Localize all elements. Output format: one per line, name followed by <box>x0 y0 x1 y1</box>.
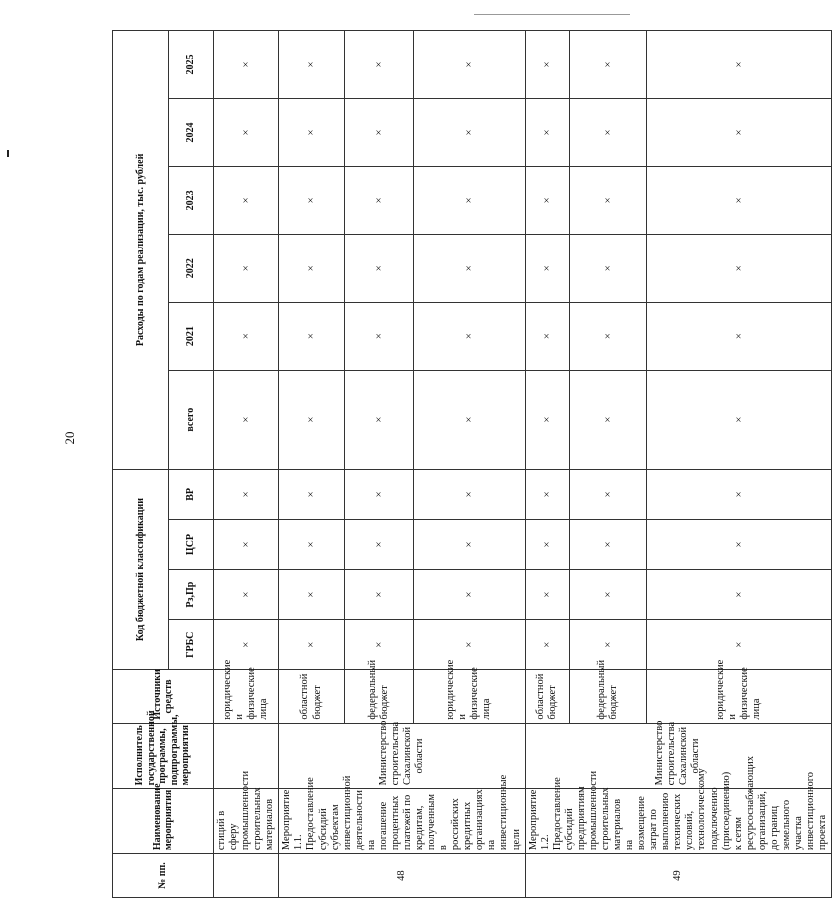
row-executor: Министерство строительства Сахалинской области <box>525 723 832 789</box>
header-csr: ЦСР <box>169 519 214 569</box>
row-num <box>214 854 279 898</box>
cell-vr: × <box>214 469 279 519</box>
cell-total: × <box>570 370 646 469</box>
cell-csr: × <box>279 519 344 569</box>
cell-2022: × <box>525 234 570 302</box>
cell-grbs: × <box>344 620 413 670</box>
cell-2023: × <box>214 166 279 234</box>
row-name: стиций в сферу промышленности строительных материалов <box>214 789 279 854</box>
cell-2025: × <box>279 31 344 99</box>
cell-rzpr: × <box>214 570 279 620</box>
cell-2023: × <box>344 166 413 234</box>
header-source: Источники средств <box>113 670 214 723</box>
cell-csr: × <box>646 519 832 569</box>
cell-2021: × <box>570 302 646 370</box>
budget-table <box>112 30 832 898</box>
header-expense-group: Расходы по годам реализации, тыс. рублей <box>113 31 169 470</box>
cell-2023: × <box>646 166 832 234</box>
cell-2021: × <box>279 302 344 370</box>
table-row <box>279 31 344 898</box>
header-year-2025: 2025 <box>169 31 214 99</box>
cell-2023: × <box>279 166 344 234</box>
cell-2022: × <box>214 234 279 302</box>
cell-rzpr: × <box>570 570 646 620</box>
cell-2025: × <box>344 31 413 99</box>
row-name: Мероприятие 1.1. Предоставление субсидий субъектам инвестиционной деятельности на погашение процентных платежей по кредитам, полученным в российских кредитных организациях на инвестиционные цели <box>279 789 525 854</box>
header-vr: ВР <box>169 469 214 519</box>
cell-2022: × <box>413 234 525 302</box>
table-row <box>214 31 279 898</box>
cell-grbs: × <box>214 620 279 670</box>
cell-2022: × <box>570 234 646 302</box>
cell-csr: × <box>413 519 525 569</box>
row-source: юридические и физические лица <box>413 670 525 723</box>
header-year-2021: 2021 <box>169 302 214 370</box>
cell-2024: × <box>344 99 413 167</box>
row-source: юридические и физические лица <box>214 670 279 723</box>
cell-2024: × <box>413 99 525 167</box>
row-source: федеральный бюджет <box>344 670 413 723</box>
cell-rzpr: × <box>646 570 832 620</box>
cell-2025: × <box>525 31 570 99</box>
row-num: 48 <box>279 854 525 898</box>
cell-2024: × <box>525 99 570 167</box>
cell-total: × <box>214 370 279 469</box>
cell-csr: × <box>570 519 646 569</box>
cell-total: × <box>279 370 344 469</box>
cell-2024: × <box>646 99 832 167</box>
cell-total: × <box>525 370 570 469</box>
cell-2021: × <box>413 302 525 370</box>
cell-rzpr: × <box>413 570 525 620</box>
cell-vr: × <box>570 469 646 519</box>
cell-total: × <box>646 370 832 469</box>
header-code-group: Код бюджетной классификации <box>113 469 169 670</box>
cell-2023: × <box>570 166 646 234</box>
cell-2021: × <box>646 302 832 370</box>
header-year-2022: 2022 <box>169 234 214 302</box>
header-executor: Исполнитель государственной программы, подпрограммы, мероприятия <box>113 723 214 789</box>
row-num: 49 <box>525 854 832 898</box>
page-number: 20 <box>62 431 77 445</box>
cell-2021: × <box>525 302 570 370</box>
cell-2022: × <box>279 234 344 302</box>
cell-2023: × <box>413 166 525 234</box>
cell-grbs: × <box>570 620 646 670</box>
budget-table-rotated <box>112 30 829 898</box>
row-source: областной бюджет <box>279 670 344 723</box>
cell-csr: × <box>214 519 279 569</box>
cell-rzpr: × <box>279 570 344 620</box>
cell-2022: × <box>344 234 413 302</box>
cell-2025: × <box>570 31 646 99</box>
scan-mark-top-line <box>474 14 630 15</box>
cell-vr: × <box>646 469 832 519</box>
cell-csr: × <box>344 519 413 569</box>
cell-2024: × <box>279 99 344 167</box>
cell-2025: × <box>646 31 832 99</box>
cell-total: × <box>344 370 413 469</box>
header-rzpr: Рз,Пр <box>169 570 214 620</box>
cell-total: × <box>413 370 525 469</box>
header-num: № пп. <box>113 854 214 898</box>
cell-2021: × <box>214 302 279 370</box>
scan-mark <box>7 150 9 157</box>
header-year-2023: 2023 <box>169 166 214 234</box>
cell-2021: × <box>344 302 413 370</box>
header-year-2024: 2024 <box>169 99 214 167</box>
cell-2024: × <box>214 99 279 167</box>
cell-grbs: × <box>646 620 832 670</box>
cell-vr: × <box>413 469 525 519</box>
cell-grbs: × <box>525 620 570 670</box>
cell-2023: × <box>525 166 570 234</box>
cell-2025: × <box>413 31 525 99</box>
cell-vr: × <box>344 469 413 519</box>
row-name: Мероприятие 1.2. Предоставление субсидий предприятиям промышленности строительных материалов на возмещение затрат по выполнению технических условий, технологическому подключению (присоединению) к сетям ресурсоснабжающих организаций, до границ земельного участка инвестиционного проекта <box>525 789 832 854</box>
cell-vr: × <box>279 469 344 519</box>
header-total: всего <box>169 370 214 469</box>
row-executor: Министерство строительства Сахалинской области <box>279 723 525 789</box>
row-source: федеральный бюджет <box>570 670 646 723</box>
cell-2022: × <box>646 234 832 302</box>
table-row <box>525 31 570 898</box>
cell-grbs: × <box>413 620 525 670</box>
cell-csr: × <box>525 519 570 569</box>
cell-grbs: × <box>279 620 344 670</box>
cell-rzpr: × <box>344 570 413 620</box>
cell-rzpr: × <box>525 570 570 620</box>
cell-2025: × <box>214 31 279 99</box>
header-name: Наименование мероприятия <box>113 789 214 854</box>
cell-vr: × <box>525 469 570 519</box>
header-grbs: ГРБС <box>169 620 214 670</box>
row-source: областной бюджет <box>525 670 570 723</box>
row-source: юридические и физические лица <box>646 670 832 723</box>
cell-2024: × <box>570 99 646 167</box>
